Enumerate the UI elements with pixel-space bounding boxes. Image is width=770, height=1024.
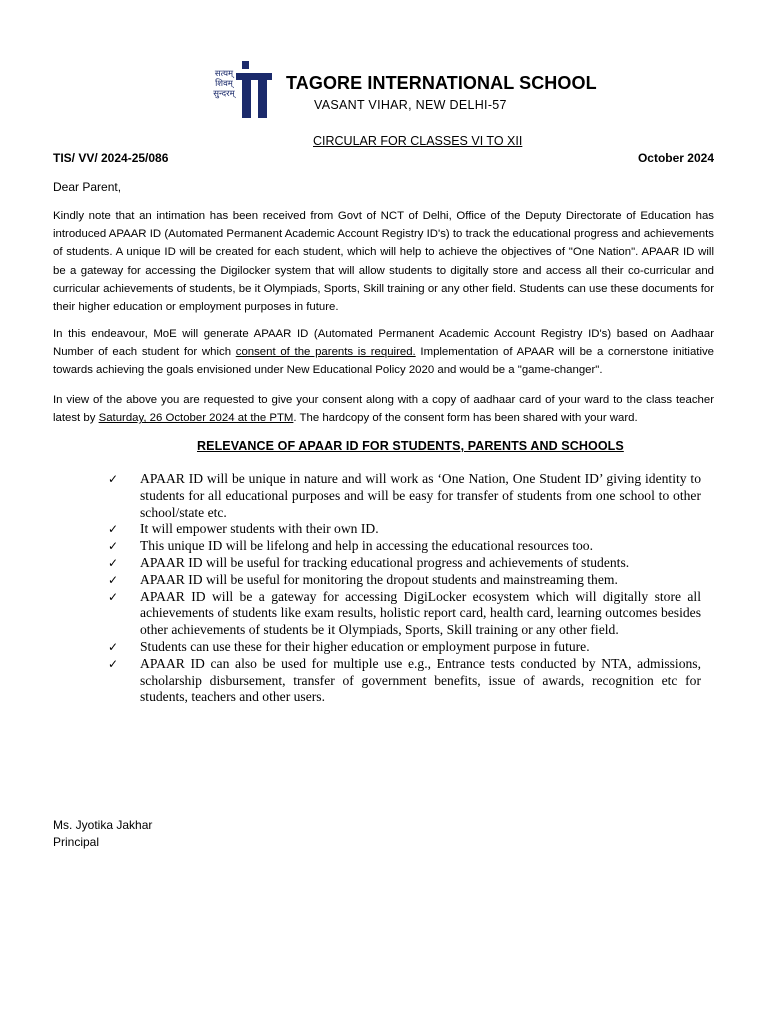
salutation: Dear Parent, xyxy=(53,180,122,194)
relevance-heading: RELEVANCE OF APAAR ID FOR STUDENTS, PARENTS AND SCHOOLS xyxy=(197,439,624,453)
check-icon: ✓ xyxy=(108,639,119,654)
signatory-designation: Principal xyxy=(53,835,100,849)
list-item xyxy=(108,555,701,572)
school-name: TAGORE INTERNATIONAL SCHOOL xyxy=(286,73,597,93)
list-item xyxy=(108,471,701,521)
paragraph-request-text: In view of the above you are requested to give your consent along with a copy of aadhaar card of your ward to the class teacher latest by xyxy=(53,394,714,425)
check-icon: ✓ xyxy=(108,539,119,554)
list-item-text: APAAR ID will be useful for tracking educational progress and achievements of students. xyxy=(140,554,630,570)
list-item-text: This unique ID will be lifelong and help in accessing the educational resources too. xyxy=(140,538,593,554)
check-icon: ✓ xyxy=(108,555,119,570)
check-icon: ✓ xyxy=(108,589,119,604)
logo-motto-text: सत्यम् शिवम् सुन्दरम् xyxy=(213,69,235,99)
paragraph-moe xyxy=(53,325,714,380)
paragraph-moe-text-end: Implementation of APAAR will be a cornerstone initiative towards achieving the goals envisioned under New Educational Policy 2020 and would be a "game-changer". xyxy=(53,346,715,377)
school-address: VASANT VIHAR, NEW DELHI-57 xyxy=(314,98,507,112)
list-item-text: Students can use these for their higher education or employment purpose in future. xyxy=(140,638,590,654)
paragraph-intro: Kindly note that an intimation has been received from Govt of NCT of Delhi, Office of the Deputy Directorate of Education has introduced APAAR ID (Automated Permanent Academic Account Registry ID's) to track the educational progress and achievements of students. A unique ID will be created for each student, which will help to achieve the objectives of "One Nation". APAAR ID will be a gateway for accessing the Digilocker system that will allow students to digitally store and access all their co-curricular and curricular achievements of students, be it Olympiads, Sports, Skill training or any other field. Students can use these documents for their higher education or employment purposes in future. xyxy=(53,210,714,314)
list-item xyxy=(108,572,701,589)
torch-logo-icon xyxy=(234,57,274,119)
signatory-name: Ms. Jyotika Jakhar xyxy=(53,818,153,832)
check-icon: ✓ xyxy=(108,572,119,587)
reference-number: TIS/ VV/ 2024-25/086 xyxy=(53,151,169,165)
check-icon: ✓ xyxy=(108,656,119,671)
list-item xyxy=(108,656,701,706)
relevance-list xyxy=(108,471,701,706)
list-item xyxy=(108,538,701,555)
circular-title: CIRCULAR FOR CLASSES VI TO XII xyxy=(313,134,523,148)
list-item-text: APAAR ID will be unique in nature and will work as ‘One Nation, One Student ID’ giving identity to students for all educational purposes and will be easy for transfer of students from one school to other school/state etc. xyxy=(140,471,701,520)
list-item-text: APAAR ID will be a gateway for accessing DigiLocker ecosystem which will digitally store all achievements of students like exam results, holistic report card, health card, learning outcomes besides other achievements of students be it Olympiads, Sports, Skill training or any other field. xyxy=(140,588,701,638)
school-logo xyxy=(208,57,270,119)
list-item xyxy=(108,589,701,639)
check-icon: ✓ xyxy=(108,472,119,486)
list-item xyxy=(108,639,701,656)
paragraph-request-text-end: . The hardcopy of the consent form has been shared with your ward. xyxy=(293,412,638,425)
check-icon: ✓ xyxy=(108,522,119,537)
list-item-text: APAAR ID can also be used for multiple use e.g., Entrance tests conducted by NTA, admissions, scholarship disbursement, transfer of government benefits, issue of awards, recognition etc for students, teachers and other users. xyxy=(140,655,701,705)
consent-required-text: consent of the parents is required. xyxy=(235,346,416,359)
paragraph-moe-text: In this endeavour, MoE will generate APAAR ID (Automated Permanent Academic Account Registry ID's) based on Aadhaar Number of each student for which xyxy=(53,328,714,359)
list-item xyxy=(108,521,701,538)
deadline-text: Saturday, 26 October 2024 at the PTM xyxy=(98,412,294,425)
list-item-text: It will empower students with their own ID. xyxy=(140,521,379,537)
paragraph-request xyxy=(53,391,714,427)
list-item-text: APAAR ID will be useful for monitoring the dropout students and mainstreaming them. xyxy=(140,571,618,587)
circular-date: October 2024 xyxy=(637,151,714,165)
